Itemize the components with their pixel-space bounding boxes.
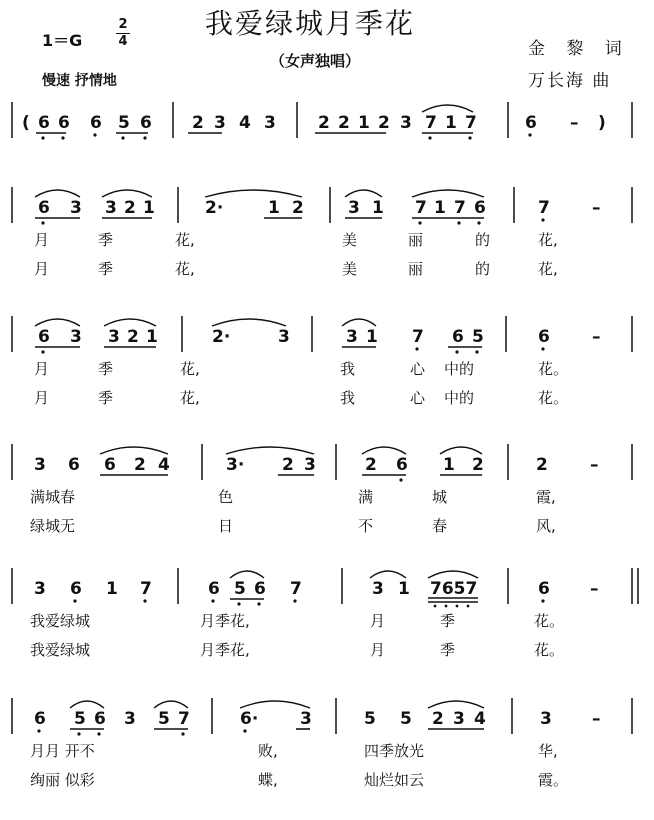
note: 2 [378, 113, 390, 133]
note: 3 [108, 327, 120, 347]
lower-octave-dot [77, 732, 80, 735]
lyric-word: 花, [175, 231, 195, 249]
note: 1 [445, 113, 457, 133]
slur [428, 701, 484, 708]
lyric-word: 华, [538, 742, 558, 760]
note: 3 [278, 327, 290, 347]
note: 3 [70, 327, 82, 347]
lyric-word: 花。 [534, 641, 565, 659]
note: 2 [536, 455, 548, 475]
lyric-word: 花, [175, 260, 195, 278]
lyric-word: 满城春 [30, 488, 76, 506]
lyric-word: 季 [98, 389, 114, 407]
lower-octave-dot [455, 350, 458, 353]
note: 1 [443, 455, 455, 475]
lyric-word: 日 [218, 517, 234, 535]
lower-octave-dot [399, 478, 402, 481]
note: 3 [372, 579, 384, 599]
lyric-word: 我 [340, 389, 356, 407]
slur [100, 447, 168, 454]
lower-octave-dot [456, 605, 459, 608]
note: 1 [398, 579, 410, 599]
note: 1 [366, 327, 378, 347]
lyric-word: 败, [258, 742, 278, 760]
lower-octave-dot [37, 729, 40, 732]
lyric-word: 霞。 [538, 771, 569, 789]
note: 3 [400, 113, 412, 133]
lyric-word: 美 [342, 231, 358, 249]
slur [104, 319, 156, 326]
note: 3 [34, 579, 46, 599]
lower-octave-dot [243, 729, 246, 732]
lyric-word: 丽 [408, 260, 424, 278]
lyric-word: 花, [538, 231, 558, 249]
slur [230, 571, 264, 578]
key-signature: 1＝G [42, 31, 83, 50]
lower-octave-dot [41, 136, 44, 139]
lyric-word: 月 [34, 360, 50, 378]
lower-octave-dot [257, 602, 260, 605]
note: 2 [338, 113, 350, 133]
slur [205, 190, 302, 197]
note: 2 [124, 198, 136, 218]
song-subtitle: （女声独唱） [270, 52, 361, 70]
lower-octave-dot [73, 599, 76, 602]
note: 6 [38, 198, 50, 218]
note: 5 [472, 327, 484, 347]
lyric-word: 不 [358, 517, 374, 535]
note: 3 [264, 113, 276, 133]
slur [102, 190, 152, 197]
lyric-word: 中的 [444, 389, 475, 407]
lower-octave-dot [541, 347, 544, 350]
note: – [592, 327, 601, 347]
note: – [590, 455, 599, 475]
lyric-word: 季 [440, 612, 456, 630]
lyric-word: 心 [410, 360, 426, 378]
note: 7 [412, 327, 424, 347]
note: 6 [38, 327, 50, 347]
lower-octave-dot [121, 136, 124, 139]
note: 5 [400, 709, 412, 729]
note: 4 [239, 113, 251, 133]
lower-octave-dot [528, 133, 531, 136]
note: 3 [34, 455, 46, 475]
note: 4 [158, 455, 170, 475]
composer-credit: 万长海 曲 [528, 71, 612, 91]
note: 2· [212, 327, 231, 347]
note: 1 [268, 198, 280, 218]
lyricist-credit: 金 黎 词 [528, 39, 630, 59]
lower-octave-dot [434, 605, 437, 608]
note: 3 [70, 198, 82, 218]
lyric-word: 蝶, [258, 771, 278, 789]
lyric-word: 月季花, [200, 641, 250, 659]
time-signature-denominator: 4 [118, 34, 128, 49]
note: 6 [70, 579, 82, 599]
lyric-word: 月 [34, 231, 50, 249]
note: 7 [290, 579, 302, 599]
note: 2 [282, 455, 294, 475]
tempo-marking: 慢速 抒情地 [42, 73, 117, 89]
note: 7 [538, 198, 550, 218]
slur [362, 447, 406, 454]
slur [440, 447, 482, 454]
lyric-word: 我爱绿城 [30, 612, 91, 630]
lyric-word: 月月 开不 [30, 742, 95, 760]
note: 6 [90, 113, 102, 133]
note: 6 [58, 113, 70, 133]
note: 7 [178, 709, 190, 729]
lyric-word: 绿城无 [30, 517, 76, 535]
note: 2 [192, 113, 204, 133]
lyric-word: 我 [340, 360, 356, 378]
note: – [590, 579, 599, 599]
note: 2 [432, 709, 444, 729]
note: 1 [143, 198, 155, 218]
note: ( [22, 113, 30, 133]
lyric-word: 我爱绿城 [30, 641, 91, 659]
note: 6 [474, 198, 486, 218]
lyric-word: 满 [358, 488, 374, 506]
note: 3 [105, 198, 117, 218]
slur [412, 190, 484, 197]
note: 2· [205, 198, 224, 218]
note: 6 [452, 327, 464, 347]
note: 3 [300, 709, 312, 729]
note: – [592, 198, 601, 218]
note: 2 [318, 113, 330, 133]
note: 7 [465, 113, 477, 133]
note: – [570, 113, 579, 133]
lower-octave-dot [445, 605, 448, 608]
slur [70, 701, 104, 708]
note: 7 [425, 113, 437, 133]
lyric-word: 月 [34, 389, 50, 407]
slur [428, 571, 478, 578]
note: 2 [127, 327, 139, 347]
lower-octave-dot [418, 221, 421, 224]
slur [154, 701, 188, 708]
note: – [592, 709, 601, 729]
lyric-word: 花, [180, 360, 200, 378]
lyric-word: 的 [475, 260, 491, 278]
note: 3 [453, 709, 465, 729]
lyric-word: 的 [475, 231, 491, 249]
song-title: 我爱绿城月季花 [205, 7, 416, 40]
slur [345, 190, 382, 197]
lower-octave-dot [143, 599, 146, 602]
lower-octave-dot [428, 136, 431, 139]
lower-octave-dot [468, 136, 471, 139]
note: 3 [304, 455, 316, 475]
lyric-word: 中的 [444, 360, 475, 378]
lower-octave-dot [467, 605, 470, 608]
note: 6· [240, 709, 259, 729]
note: 6 [538, 327, 550, 347]
note: 5 [118, 113, 130, 133]
slur [240, 701, 310, 708]
lyric-word: 美 [342, 260, 358, 278]
note: 4 [474, 709, 486, 729]
lower-octave-dot [415, 347, 418, 350]
lower-octave-dot [41, 350, 44, 353]
note: 2 [472, 455, 484, 475]
lower-octave-dot [237, 602, 240, 605]
slur [226, 447, 314, 454]
note: 6 [94, 709, 106, 729]
note: 5 [234, 579, 246, 599]
lower-octave-dot [541, 599, 544, 602]
note: 1 [358, 113, 370, 133]
note: 7 [454, 198, 466, 218]
note: 5 [74, 709, 86, 729]
note: 6 [38, 113, 50, 133]
note: 5 [364, 709, 376, 729]
slur [370, 571, 406, 578]
note: 2 [365, 455, 377, 475]
lyric-word: 花。 [538, 360, 569, 378]
note: 1 [372, 198, 384, 218]
slur [35, 319, 80, 326]
lower-octave-dot [143, 136, 146, 139]
note: 7 [415, 198, 427, 218]
note: 2 [292, 198, 304, 218]
lower-octave-dot [477, 221, 480, 224]
note: 5 [158, 709, 170, 729]
lyric-word: 月 [370, 641, 386, 659]
lyric-word: 心 [410, 389, 426, 407]
note: 6 [538, 579, 550, 599]
lyric-word: 灿烂如云 [364, 771, 425, 789]
lower-octave-dot [97, 732, 100, 735]
lower-octave-dot [61, 136, 64, 139]
lower-octave-dot [93, 133, 96, 136]
lyric-word: 月 [34, 260, 50, 278]
slur [35, 190, 80, 197]
lyric-word: 色 [218, 488, 234, 506]
note: 1 [106, 579, 118, 599]
note: 6 [208, 579, 220, 599]
note: 6 [104, 455, 116, 475]
note: 7657 [430, 579, 478, 599]
note: 3 [124, 709, 136, 729]
lyric-word: 月季花, [200, 612, 250, 630]
lyric-word: 季 [98, 231, 114, 249]
lyric-word: 丽 [408, 231, 424, 249]
note: 3 [348, 198, 360, 218]
note: 3 [540, 709, 552, 729]
lyric-word: 绚丽 似彩 [30, 771, 95, 789]
lower-octave-dot [41, 221, 44, 224]
lower-octave-dot [475, 350, 478, 353]
note: 2 [134, 455, 146, 475]
lyric-word: 花, [180, 389, 200, 407]
lyric-word: 霞, [536, 488, 556, 506]
time-signature-numerator: 2 [118, 17, 128, 32]
lyric-word: 春 [432, 517, 448, 535]
lyric-word: 季 [98, 260, 114, 278]
lyric-word: 花。 [534, 612, 565, 630]
note: 6 [34, 709, 46, 729]
note: ) [598, 113, 606, 133]
note: 6 [396, 455, 408, 475]
lower-octave-dot [181, 732, 184, 735]
lower-octave-dot [457, 221, 460, 224]
note: 3 [346, 327, 358, 347]
slur [212, 319, 286, 326]
lower-octave-dot [293, 599, 296, 602]
lyric-word: 月 [370, 612, 386, 630]
slur [342, 319, 376, 326]
note: 1 [434, 198, 446, 218]
note: 6 [525, 113, 537, 133]
lyric-word: 季 [98, 360, 114, 378]
note: 1 [146, 327, 158, 347]
lyric-word: 城 [432, 488, 448, 506]
lyric-word: 风, [536, 517, 556, 535]
lower-octave-dot [211, 599, 214, 602]
lyric-word: 花。 [538, 389, 569, 407]
note: 6 [254, 579, 266, 599]
lower-octave-dot [541, 218, 544, 221]
note: 7 [140, 579, 152, 599]
lyric-word: 花, [538, 260, 558, 278]
slur [422, 105, 473, 112]
note: 3· [226, 455, 245, 475]
lyric-word: 四季放光 [364, 742, 425, 760]
lyric-word: 季 [440, 641, 456, 659]
note: 6 [68, 455, 80, 475]
note: 6 [140, 113, 152, 133]
note: 3 [214, 113, 226, 133]
